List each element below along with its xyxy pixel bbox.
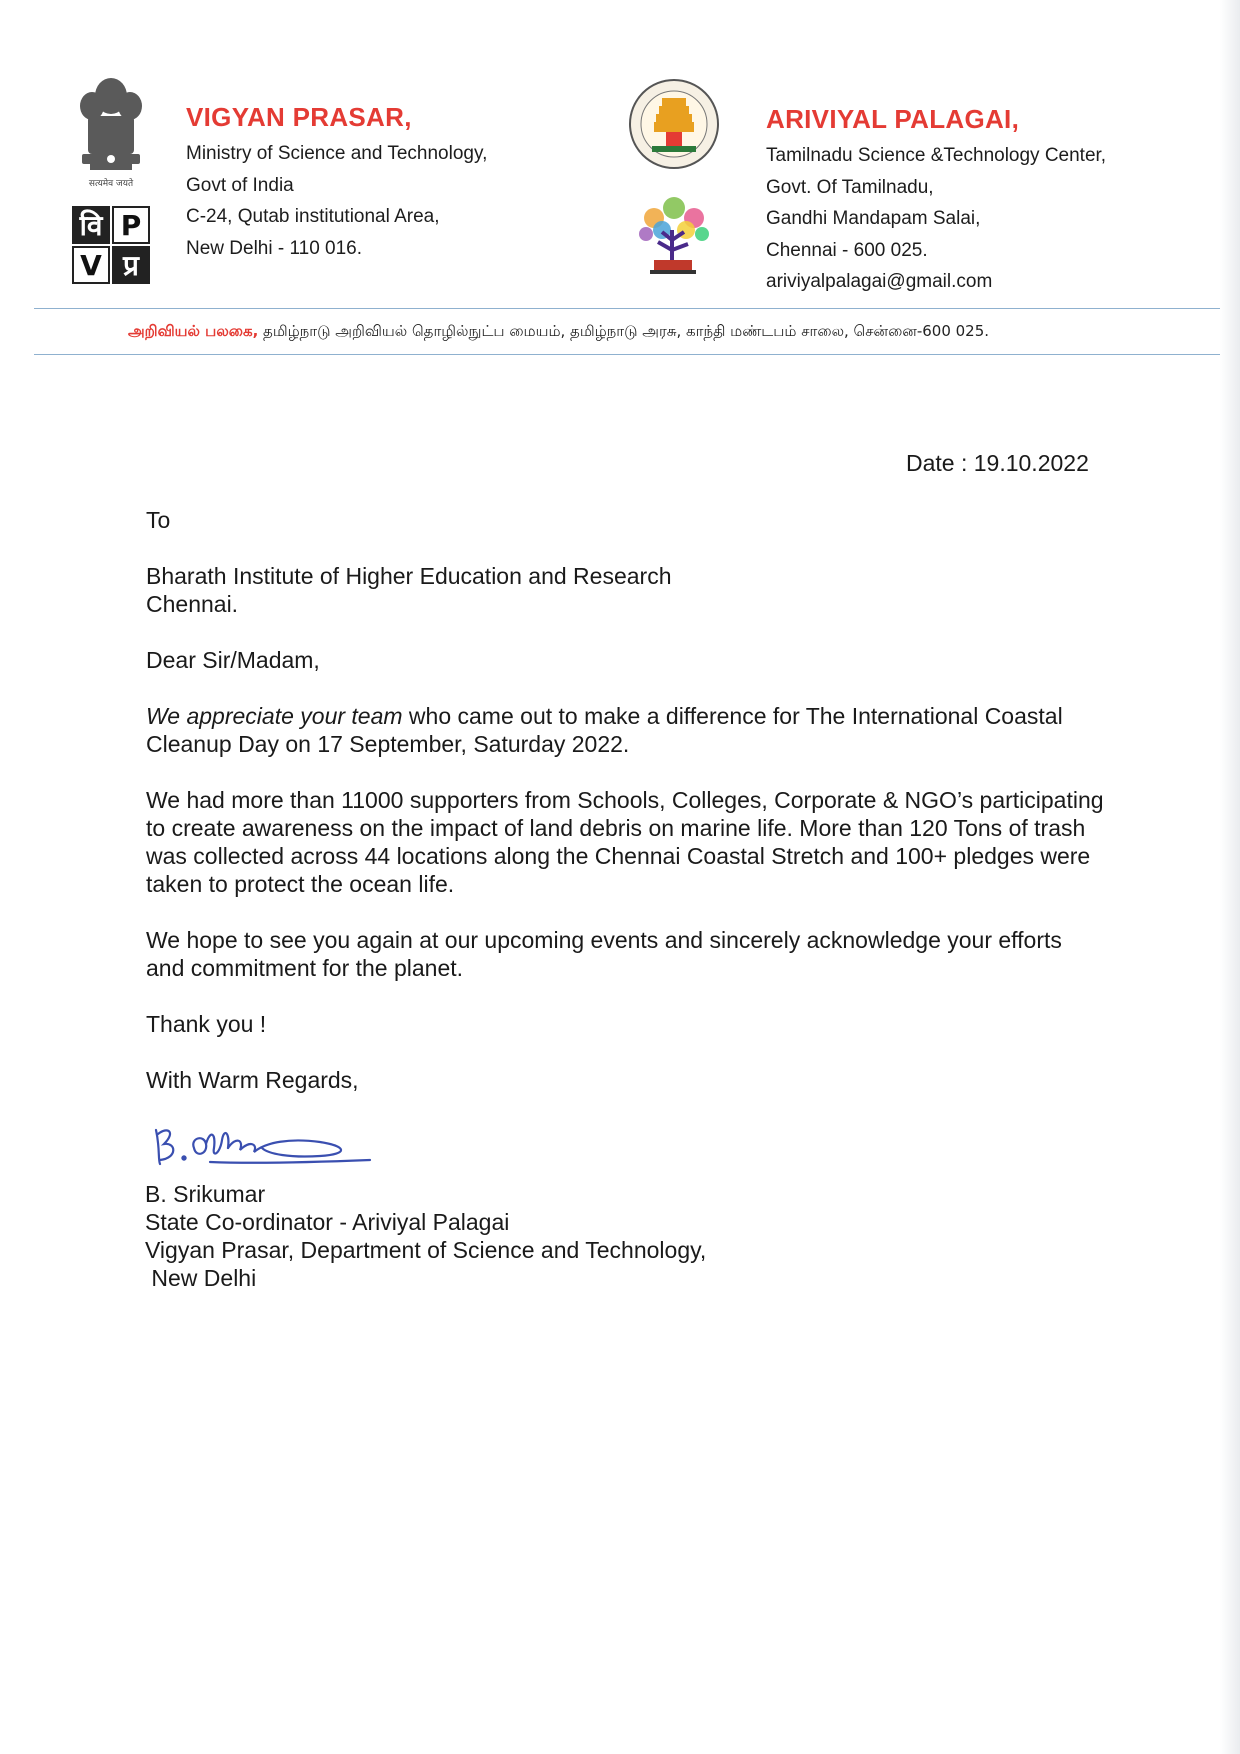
address-line: Ministry of Science and Technology, [186, 143, 488, 164]
recipient-block [146, 562, 1136, 618]
paragraph-summary [146, 786, 1126, 898]
national-emblem-icon [70, 72, 152, 194]
address-line: Tamilnadu Science &Technology Center, [766, 145, 1107, 166]
to-line: To [146, 507, 171, 533]
thanks-line: Thank you ! [146, 1011, 267, 1037]
appreciation-emphasis: We appreciate your team [146, 703, 403, 729]
org-title: VIGYAN PRASAR, [186, 102, 412, 132]
logo-letter: V [72, 246, 110, 284]
paragraph-hope [146, 926, 1086, 982]
vigyan-prasar-logo [72, 206, 154, 288]
org-title: ARIVIYAL PALAGAI, [766, 104, 1020, 134]
logo-letter: P [112, 206, 150, 244]
address-line: Gandhi Mandapam Salai, [766, 208, 981, 229]
emblem-motto: सत्यमेव जयते [88, 179, 134, 189]
summary-text: We had more than 11000 supporters from Schools, Colleges, Corporate & NGO’s participating to create awareness on the impact of land debris on marine life. More than 120 Tons of trash was collected across 44 locations along the Chennai Coastal Stretch and 100+ pledges were taken to protect the ocean life. [146, 787, 1104, 897]
logo-letter: प्र [112, 246, 150, 284]
tamil-address-strip [128, 322, 989, 342]
header-divider-top [34, 308, 1220, 309]
page-edge-shadow [1220, 0, 1240, 1754]
paragraph-appreciation [146, 702, 1076, 758]
address-line: Govt. Of Tamilnadu, [766, 176, 934, 198]
signatory-city: New Delhi [145, 1265, 257, 1291]
closing-line: With Warm Regards, [146, 1067, 359, 1093]
ariviyal-palagai-tree-logo [628, 190, 720, 282]
header-divider-bottom [34, 354, 1220, 355]
signatory-block [145, 1180, 706, 1292]
signatory-department: Vigyan Prasar, Department of Science and Technology, [145, 1237, 707, 1263]
tamil-strip-lead: அறிவியல் பலகை, [128, 322, 259, 340]
salutation: Dear Sir/Madam, [146, 647, 320, 673]
address-line: New Delhi - 110 016. [186, 237, 363, 259]
ariviyal-palagai-address [766, 104, 1106, 298]
address-line: Chennai - 600 025. [766, 239, 928, 261]
signatory-title: State Co-ordinator - Ariviyal Palagai [145, 1209, 510, 1235]
recipient-line: Chennai. [146, 591, 239, 617]
logo-letter: वि [72, 206, 110, 244]
email-address: ariviyalpalagai@gmail.com [766, 271, 993, 292]
address-line: C-24, Qutab institutional Area, [186, 206, 440, 227]
signatory-name: B. Srikumar [145, 1181, 266, 1207]
vigyan-prasar-address [186, 102, 487, 264]
appreciation-text: who came out to make a difference for The International Coastal Cleanup Day on 17 September, Saturday 2022. [146, 703, 1063, 757]
address-line: Govt of India [186, 174, 294, 196]
tamilnadu-seal-icon [626, 76, 722, 178]
hope-text: We hope to see you again at our upcoming events and sincerely acknowledge your efforts and commitment for the planet. [146, 927, 1062, 981]
signature-graphic [150, 1118, 376, 1180]
handwritten-signature [150, 1118, 376, 1180]
letter-date: Date : 19.10.2022 [906, 450, 1089, 476]
recipient-line: Bharath Institute of Higher Education and Research [146, 563, 672, 589]
tamil-strip-text: தமிழ்நாடு அறிவியல் தொழில்நுட்ப மையம், தமிழ்நாடு அரசு, காந்தி மண்டபம் சாலை, சென்னை-600 025. [258, 322, 990, 340]
